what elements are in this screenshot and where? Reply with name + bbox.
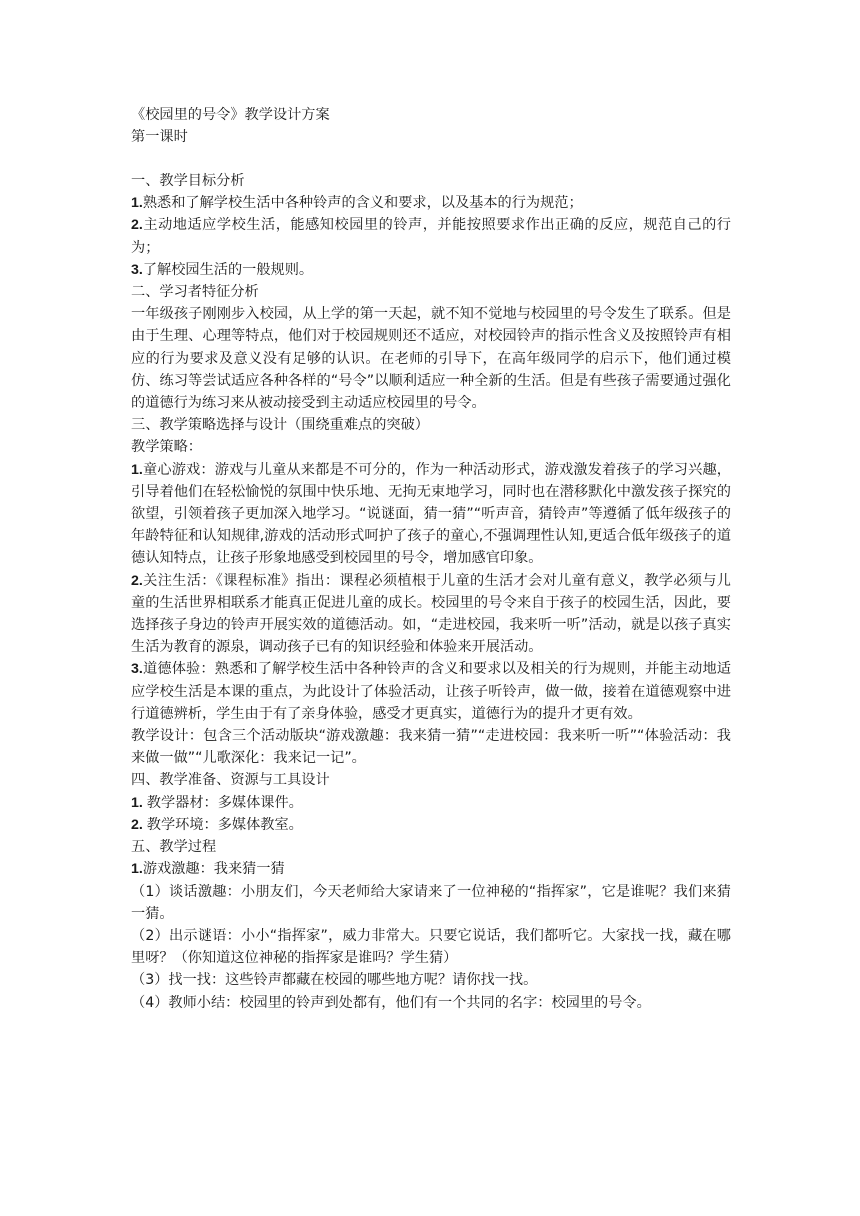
paragraph: 一年级孩子刚刚步入校园，从上学的第一天起，就不知不觉地与校园里的号令发生了联系。但是由于生理、心理等特点，他们对于校园规则还不适应，对校园铃声的指示性含义及按照铃声有相应的行为要求及意义没有足够的认识。在老师的引导下，在高年级同学的启示下，他们通过模仿、练习等尝试适应各种各样的“号令”以顺利适应一种全新的生活。但是有些孩子需要通过强化的道德行为练习来从被动接受到主动适应校园里的号令。 xyxy=(131,306,731,412)
list-item: 1.游戏激趣：我来猜一猜 xyxy=(131,861,285,878)
list-item: 1.童心游戏：游戏与儿童从来都是不可分的，作为一种活动形式，游戏激发着孩子的学习兴趣，引导着他们在轻松愉悦的氛围中快乐地、无拘无束地学习，同时也在潜移默化中激发孩子探究的欲望，引领着孩子更加深入地学习。“说谜面，猜一猜”“听声音，猜铃声”等遵循了低年级孩子的年龄特征和认知规律,游戏的活动形式呵护了孩子的童心,不强调理性认知,更适合低年级孩子的道德认知特点，让孩子形象地感受到校园里的号令，增加感官印象。 xyxy=(131,461,731,567)
lesson-label: 第一课时 xyxy=(131,129,188,145)
section-heading: 四、教学准备、资源与工具设计 xyxy=(131,772,330,789)
list-item: 3.道德体验：熟悉和了解学校生活中各种铃声的含义和要求以及相关的行为规则，并能主动地适应学校生活是本课的重点，为此设计了体验活动，让孩子听铃声，做一做，接着在道德观察中进行道德辨析，学生由于有了亲身体验，感受才更真实，道德行为的提升才更有效。 xyxy=(131,661,731,722)
section-list xyxy=(131,170,731,1014)
list-item: 1. 教学器材：多媒体课件。 xyxy=(131,794,303,811)
section-heading: 五、教学过程 xyxy=(131,839,217,856)
list-item: 2. 教学环境：多媒体教室。 xyxy=(131,816,303,833)
list-item: 2.关注生活：《课程标准》指出：课程必须植根于儿童的生活才会对儿童有意义，教学必须与儿童的生活世界相联系才能真正促进儿童的成长。校园里的号令来自于孩子的校园生活，因此，要选择孩子身边的铃声开展实效的道德活动。如，“走进校园，我来听一听”活动，就是以孩子真实生活为教育的源泉，调动孩子已有的知识经验和体验来开展活动。 xyxy=(131,572,731,656)
list-item: 2.主动地适应学校生活，能感知校园里的铃声，并能按照要求作出正确的反应，规范自己的行为； xyxy=(131,217,731,256)
subheading: 教学策略： xyxy=(131,439,202,456)
document-body xyxy=(131,104,731,1014)
list-item: 1.熟悉和了解学校生活中各种铃声的含义和要求，以及基本的行为规范； xyxy=(131,195,583,212)
sub-list-item: （4）教师小结：校园里的铃声到处都有，他们有一个共同的名字：校园里的号令。 xyxy=(131,994,651,1011)
section-heading: 三、教学策略选择与设计（围绕重难点的突破） xyxy=(131,417,429,434)
section-heading: 二、学习者特征分析 xyxy=(131,284,259,301)
document-title: 《校园里的号令》教学设计方案 xyxy=(131,107,330,123)
sub-list-item: （2）出示谜语：小小“指挥家”，威力非常大。只要它说话，我们都听它。大家找一找，藏在哪里呀？（你知道这位神秘的指挥家是谁吗？学生猜） xyxy=(131,927,731,967)
section-heading: 一、教学目标分析 xyxy=(131,173,245,189)
sub-list-item: （3）找一找：这些铃声都藏在校园的哪些地方呢？请你找一找。 xyxy=(131,972,538,989)
paragraph: 教学设计：包含三个活动版块“游戏激趣：我来猜一猜”“走进校园：我来听一听”“体验活动：我来做一做”“儿歌深化：我来记一记”。 xyxy=(131,728,731,767)
sub-list-item: （1）谈话激趣：小朋友们，今天老师给大家请来了一位神秘的“指挥家”，它是谁呢？我们来猜一猜。 xyxy=(131,883,731,922)
list-item: 3.了解校园生活的一般规则。 xyxy=(131,261,314,278)
